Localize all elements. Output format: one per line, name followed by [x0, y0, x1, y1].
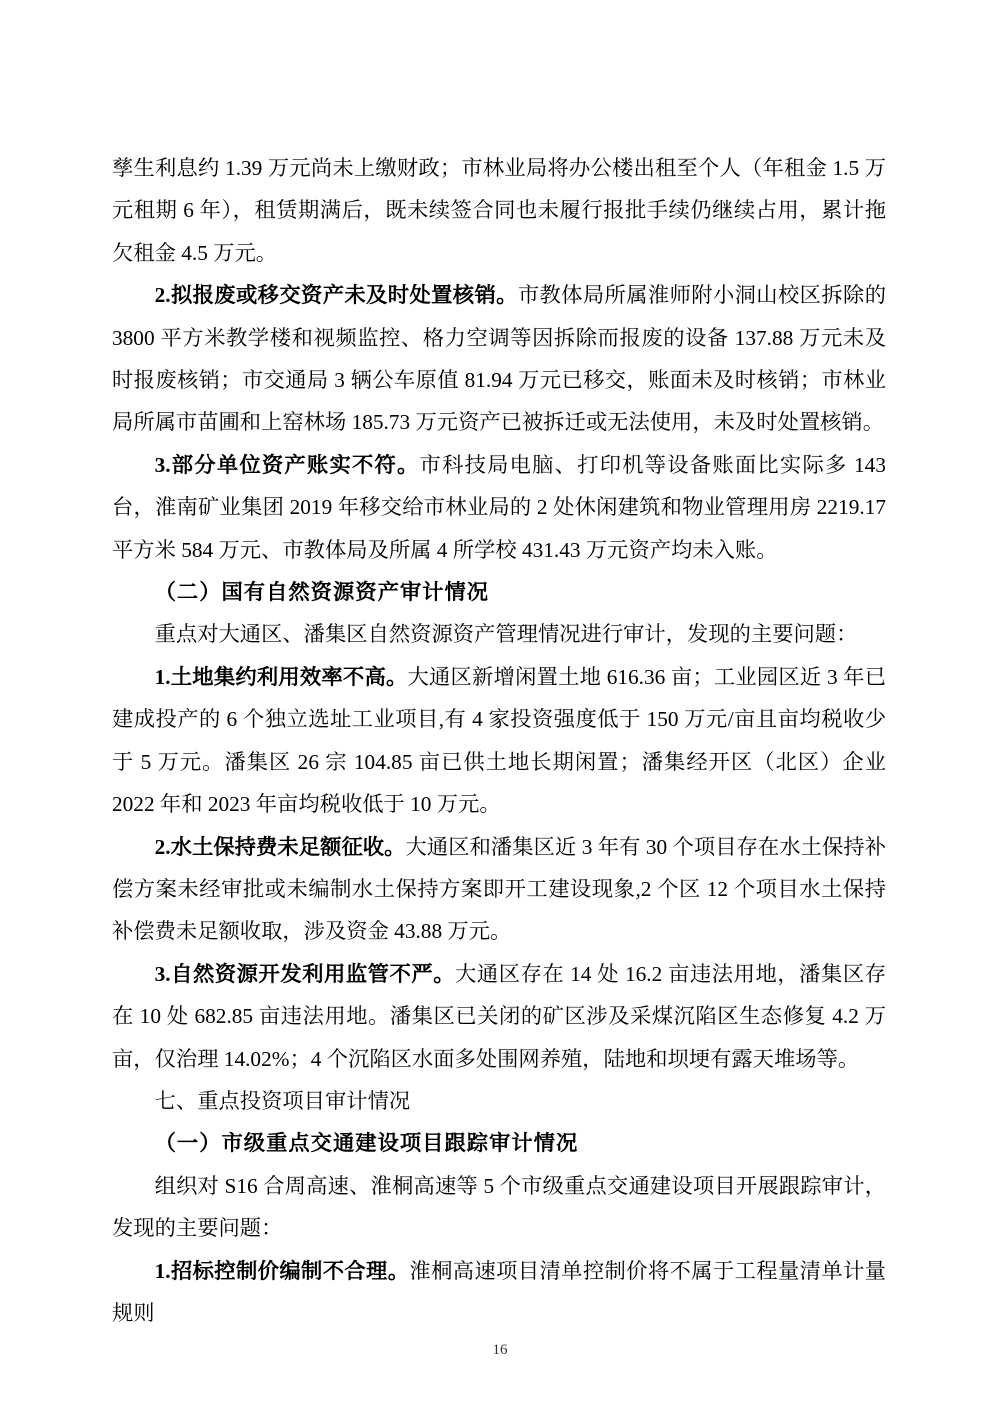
page-number: 16	[492, 1342, 508, 1358]
paragraph-text: 孳生利息约 1.39 万元尚未上缴财政；市林业局将办公楼出租至个人（年租金 1.5 万元租期 6 年），租赁期满后，既未续签合同也未履行报批手续仍继续占用，累计拖欠租金 4.5 万元。	[112, 156, 886, 265]
paragraph-audit-intro-resources	[112, 613, 886, 655]
paragraph-bold-lead: 2.拟报废或移交资产未及时处置核销。	[154, 283, 518, 308]
paragraph-bold-lead: 2.水土保持费未足额征收。	[154, 834, 406, 859]
heading-text: （二）国有自然资源资产审计情况	[154, 580, 490, 605]
section-heading-natural-resources	[112, 571, 886, 613]
paragraph-text: 重点对大通区、潘集区自然资源资产管理情况进行审计，发现的主要问题：	[154, 622, 858, 647]
page-content	[112, 147, 886, 1334]
paragraph-audit-intro-transport	[112, 1165, 886, 1250]
paragraph-asset-disposal	[112, 274, 886, 444]
paragraph-text: 大通区和潘集区近 3 年有 30 个项目存在水土保持补偿方案未经审批或未编制水土保持方案即开工建设现象,2 个区 12 个项目水土保持补偿费未足额收取，涉及资金 43.88 万元。	[112, 834, 886, 944]
paragraph-soil-water-fee	[112, 826, 886, 953]
paragraph-text: 组织对 S16 合周高速、淮桐高速等 5 个市级重点交通建设项目开展跟踪审计，发现的主要问题：	[112, 1173, 886, 1241]
paragraph-text: 市教体局所属淮师附小洞山校区拆除的 3800 平方米教学楼和视频监控、格力空调等因拆除而报废的设备 137.88 万元未及时报废核销；市交通局 3 辆公车原值 81.94 万元已移交，账面未及时核销；市林业局所属市苗圃和上窑林场 185.73 万元资产已被拆迁或无法使用，未及时处置核销。	[112, 283, 886, 435]
paragraph-bold-lead: 3.部分单位资产账实不符。	[154, 452, 420, 477]
heading-text: （一）市级重点交通建设项目跟踪审计情况	[154, 1131, 579, 1156]
paragraph-text: 大通区存在 14 处 16.2 亩违法用地，潘集区存在 10 处 682.85 亩违法用地。潘集区已关闭的矿区涉及采煤沉陷区生态修复 4.2 万亩，仅治理 14.02%；4 个沉陷区水面多处围网养殖，陆地和坝埂有露天堆场等。	[112, 961, 886, 1071]
paragraph-asset-mismatch	[112, 444, 886, 571]
section-heading-transport-projects	[112, 1122, 886, 1164]
paragraph-land-use-efficiency	[112, 656, 886, 826]
paragraph-continuation	[112, 147, 886, 274]
paragraph-text: 市科技局电脑、打印机等设备账面比实际多 143 台，淮南矿业集团 2019 年移交给市林业局的 2 处休闲建筑和物业管理用房 2219.17 平方米 584 万元、市教体局及所属 4 所学校 431.43 万元资产均未入账。	[112, 452, 886, 562]
paragraph-bold-lead: 3.自然资源开发利用监管不严。	[154, 961, 456, 986]
paragraph-text: 大通区新增闲置土地 616.36 亩；工业园区近 3 年已建成投产的 6 个独立选址工业项目,有 4 家投资强度低于 150 万元/亩且亩均税收少于 5 万元。潘集区 26 宗 104.85 亩已供土地长期闲置；潘集经开区（北区）企业 2022 年和 2023 年亩均税收低于 10 万元。	[112, 664, 887, 817]
paragraph-resource-supervision	[112, 953, 886, 1080]
paragraph-bid-control-price	[112, 1250, 886, 1335]
chapter-heading-investment-projects	[112, 1080, 886, 1122]
paragraph-text: 淮桐高速项目清单控制价将不属于工程量清单计量规则	[112, 1258, 886, 1325]
paragraph-bold-lead: 1.土地集约利用效率不高。	[154, 664, 408, 689]
paragraph-bold-lead: 1.招标控制价编制不合理。	[154, 1258, 410, 1283]
heading-text: 七、重点投资项目审计情况	[154, 1088, 411, 1113]
